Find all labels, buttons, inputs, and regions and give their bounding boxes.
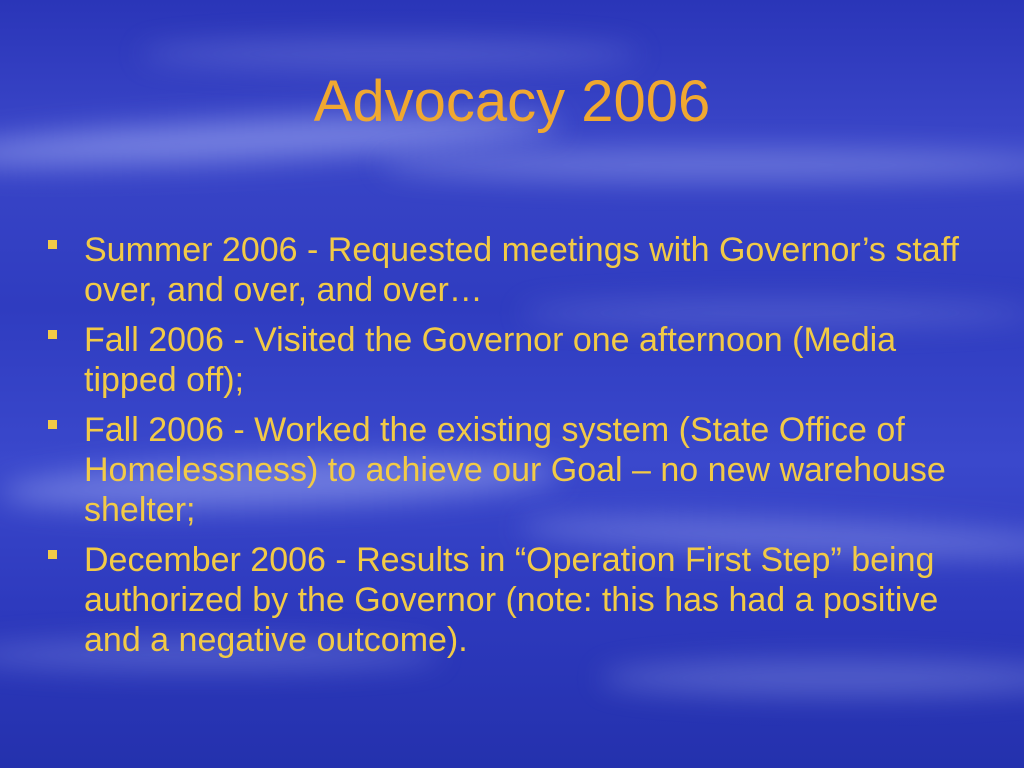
cloud-streak	[140, 40, 640, 68]
square-bullet-icon	[48, 330, 57, 339]
square-bullet-icon	[48, 550, 57, 559]
bullet-item	[44, 230, 984, 310]
bullet-text: Summer 2006 - Requested meetings with Governor’s staff over, and over, and over…	[84, 231, 959, 309]
bullet-text: Fall 2006 - Visited the Governor one afternoon (Media tipped off);	[84, 321, 897, 399]
bullet-item	[44, 320, 984, 400]
cloud-streak	[380, 150, 1024, 180]
bullet-list	[44, 230, 984, 670]
bullet-item	[44, 410, 984, 530]
slide-title: Advocacy 2006	[313, 69, 711, 134]
bullet-item	[44, 540, 984, 660]
bullet-text: Fall 2006 - Worked the existing system (State Office of Homelessness) to achieve our Goal – no new warehouse shelter;	[84, 411, 946, 529]
bullet-text: December 2006 - Results in “Operation First Step” being authorized by the Governor (note: this has had a positive and a negative outcome).	[84, 541, 939, 659]
square-bullet-icon	[48, 240, 57, 249]
square-bullet-icon	[48, 420, 57, 429]
